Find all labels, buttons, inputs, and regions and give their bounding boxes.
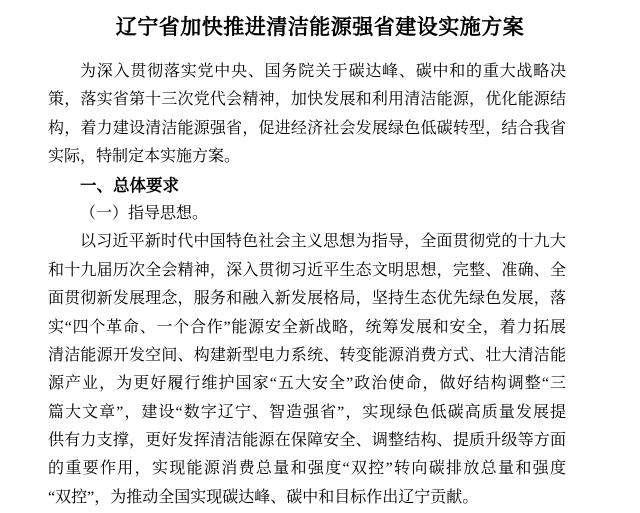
paragraph-2-line: “双控”，为推动全国实现碳达峰、碳中和目标作出辽宁贡献。 (48, 488, 479, 506)
paragraph-2-line: 以习近平新时代中国特色社会主义思想为指导，全面贯彻党的十九大 (80, 233, 566, 251)
paragraph-2-line: 源产业，为更好履行维护国家“五大安全”政治使命，做好结构调整“三 (48, 375, 566, 393)
paragraph-1-line: 策，落实省第十三次党代会精神，加快发展和利用清洁能源，优化能源结 (48, 91, 566, 109)
sub-heading: （一）指导思想。 (80, 204, 209, 222)
paragraph-2-line: 篇大文章”，建设“数字辽宁、智造强省”，实现绿色低碳高质量发展提 (48, 403, 566, 421)
paragraph-2-line: 供有力支撑，更好发挥清洁能源在保障安全、调整结构、提质升级等方面 (48, 432, 566, 450)
paragraph-2-line: 实“四个革命、一个合作”能源安全新战略，统筹发展和安全，着力拓展 (48, 318, 566, 336)
paragraph-2-line: 和十九届历次全会精神，深入贯彻习近平生态文明思想，完整、准确、全 (48, 261, 566, 279)
paragraph-1-line: 为深入贯彻落实党中央、国务院关于碳达峰、碳中和的重大战略决 (80, 63, 566, 80)
paragraph-2-line: 的重要作用，实现能源消费总量和强度“双控”转向碳排放总量和强度 (48, 460, 566, 478)
section-heading: 一、总体要求 (80, 176, 179, 195)
paragraph-2-line: 面贯彻新发展理念，服务和融入新发展格局，坚持生态优先绿色发展，落 (48, 290, 566, 308)
document-title: 辽宁省加快推进清洁能源强省建设实施方案 (115, 15, 525, 39)
document-body (48, 58, 566, 512)
paragraph-1-line: 构，着力建设清洁能源强省，促进经济社会发展绿色低碳转型，结合我省 (48, 119, 566, 137)
paragraph-2-line: 清洁能源开发空间、构建新型电力系统、转变能源消费方式、壮大清洁能 (48, 346, 566, 364)
paragraph-1-line: 实际，特制定本实施方案。 (48, 148, 241, 166)
